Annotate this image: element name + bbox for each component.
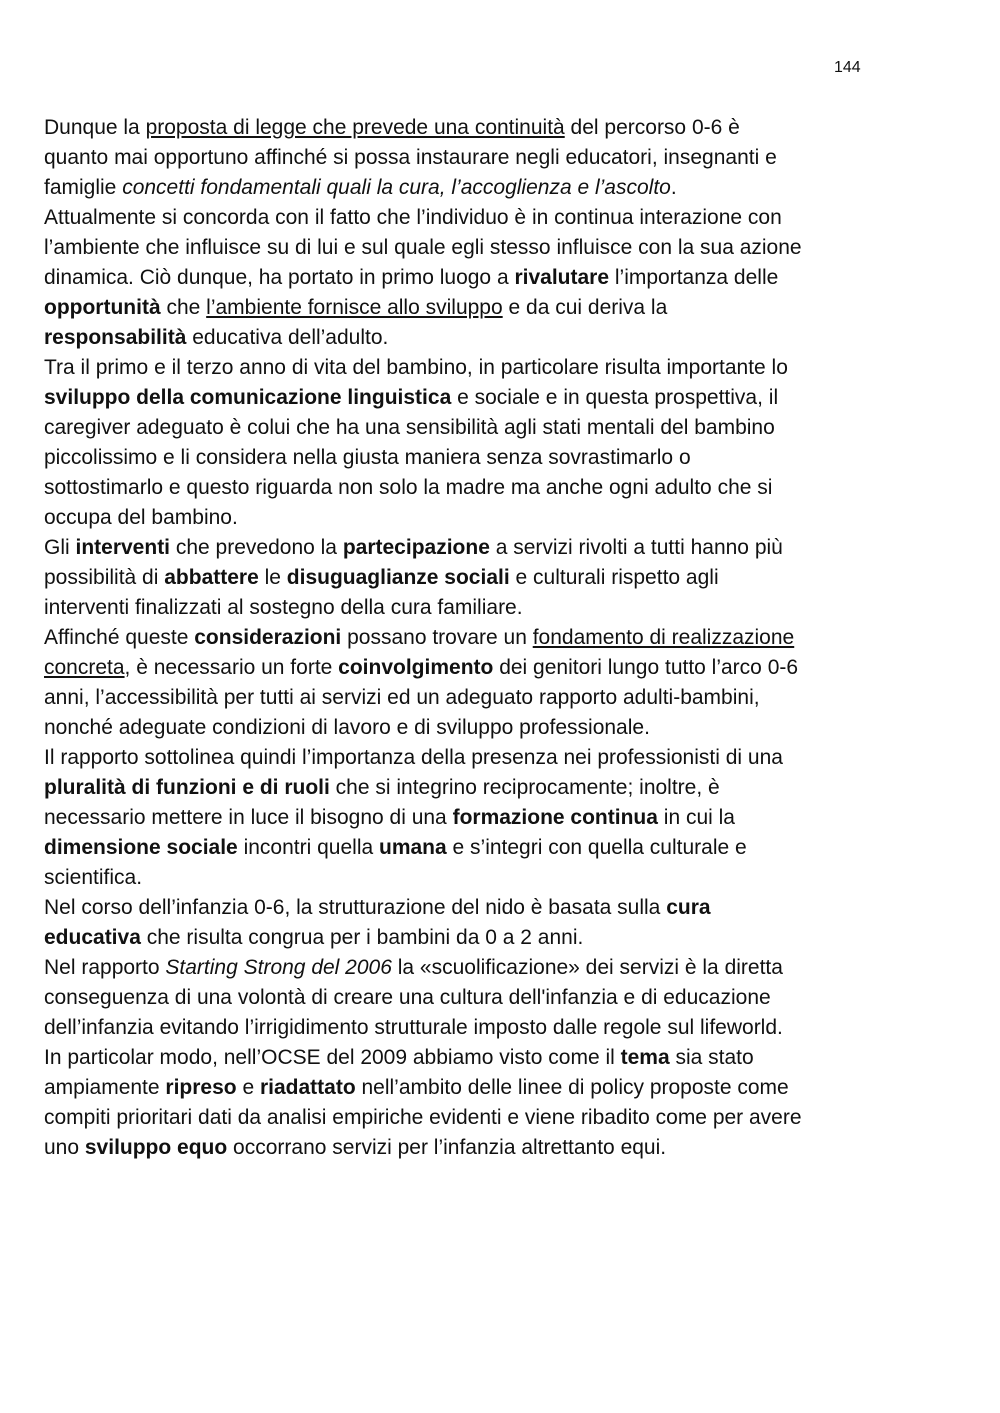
page-number: 144 xyxy=(834,59,861,76)
bold-text: sviluppo equo xyxy=(84,1136,228,1159)
bold-text: responsabilità xyxy=(44,326,187,349)
bold-text: formazione continua xyxy=(452,806,658,829)
text-segment: necessario mettere in luce il bisogno di una xyxy=(44,806,453,829)
text-line xyxy=(44,833,874,863)
bold-text: riadattato xyxy=(259,1076,356,1099)
text-segment: nonché adeguate condizioni di lavoro e di sviluppo professionale. xyxy=(44,716,650,739)
underlined-text: fondamento di realizzazione xyxy=(532,626,795,649)
text-segment: caregiver adeguato è colui che ha una sensibilità agli stati mentali del bambino xyxy=(44,416,775,439)
text-segment: Tra il primo e il terzo anno di vita del bambino, in particolare risulta importante lo xyxy=(44,356,788,379)
text-segment: sia stato xyxy=(669,1046,754,1069)
text-line xyxy=(44,1043,874,1073)
text-segment: , è necessario un forte xyxy=(124,656,339,679)
bold-text: interventi xyxy=(75,536,171,559)
bold-text: partecipazione xyxy=(342,536,490,559)
text-segment: a servizi rivolti a tutti hanno più xyxy=(489,536,783,559)
text-segment: ampiamente xyxy=(44,1076,166,1099)
text-segment: quanto mai opportuno affinché si possa instaurare negli educatori, insegnanti e xyxy=(44,146,777,169)
italic-text: concetti fondamentali quali la cura, l’accoglienza e l’ascolto xyxy=(122,176,671,199)
text-segment: le xyxy=(258,566,287,589)
text-line xyxy=(44,1013,874,1043)
text-line xyxy=(44,113,874,143)
text-line xyxy=(44,953,874,983)
text-segment: Nel corso dell’infanzia 0-6, la strutturazione del nido è basata sulla xyxy=(44,896,667,919)
text-segment: anni, l’accessibilità per tutti ai servizi ed un adeguato rapporto adulti-bambini, xyxy=(44,686,760,709)
text-segment: Gli xyxy=(44,536,76,559)
text-segment: l’importanza delle xyxy=(609,266,779,289)
text-line xyxy=(44,533,874,563)
text-segment: e xyxy=(236,1076,260,1099)
text-line xyxy=(44,653,874,683)
text-line xyxy=(44,563,874,593)
text-segment: la «scuolificazione» dei servizi è la diretta xyxy=(391,956,783,979)
text-line xyxy=(44,623,874,653)
text-segment: possano trovare un xyxy=(341,626,533,649)
text-segment: e culturali rispetto agli xyxy=(509,566,719,589)
text-line xyxy=(44,473,874,503)
text-segment: l’ambiente che influisce su di lui e sul quale egli stesso influisce con la sua azione xyxy=(44,236,802,259)
body-text xyxy=(44,113,874,1163)
bold-text: abbattere xyxy=(164,566,259,589)
text-line xyxy=(44,893,874,923)
text-line xyxy=(44,503,874,533)
text-line xyxy=(44,323,874,353)
text-segment: che xyxy=(160,296,207,319)
text-segment: educativa dell’adulto. xyxy=(186,326,389,349)
text-segment: possibilità di xyxy=(44,566,165,589)
text-line xyxy=(44,443,874,473)
text-line xyxy=(44,293,874,323)
text-line xyxy=(44,983,874,1013)
text-segment: dei genitori lungo tutto l’arco 0-6 xyxy=(493,656,799,679)
text-line xyxy=(44,203,874,233)
text-segment: scientifica. xyxy=(44,866,143,889)
text-segment: dell’infanzia evitando l’irrigidimento strutturale imposto dalle regole sul lifeworld. xyxy=(44,1016,783,1039)
text-segment: e da cui deriva la xyxy=(502,296,668,319)
text-segment: interventi finalizzati al sostegno della cura familiare. xyxy=(44,596,523,619)
bold-text: opportunità xyxy=(44,296,161,319)
text-segment: Nel rapporto xyxy=(44,956,166,979)
text-segment: che prevedono la xyxy=(170,536,343,559)
text-segment: Il rapporto sottolinea quindi l’importanza della presenza nei professionisti di una xyxy=(44,746,783,769)
text-segment: conseguenza di una volontà di creare una cultura dell'infanzia e di educazione xyxy=(44,986,771,1009)
text-line xyxy=(44,773,874,803)
text-segment: del percorso 0-6 è xyxy=(564,116,740,139)
text-segment: occorrano servizi per l’infanzia altrettanto equi. xyxy=(227,1136,667,1159)
text-segment: Affinché queste xyxy=(44,626,195,649)
text-line xyxy=(44,233,874,263)
bold-text: considerazioni xyxy=(194,626,342,649)
text-segment: famiglie xyxy=(44,176,123,199)
bold-text: cura xyxy=(666,896,711,919)
text-line xyxy=(44,1073,874,1103)
text-line xyxy=(44,263,874,293)
text-segment: Dunque la xyxy=(44,116,146,139)
text-line xyxy=(44,1103,874,1133)
bold-text: pluralità di funzioni e di ruoli xyxy=(44,776,330,799)
text-line xyxy=(44,713,874,743)
text-segment: e s’integri con quella culturale e xyxy=(446,836,747,859)
text-segment: incontri quella xyxy=(237,836,379,859)
text-segment: in cui la xyxy=(657,806,735,829)
text-line xyxy=(44,173,874,203)
text-segment: sottostimarlo e questo riguarda non solo la madre ma anche ogni adulto che si xyxy=(44,476,773,499)
text-segment: In particolar modo, nell’OCSE del 2009 abbiamo visto come il xyxy=(44,1046,621,1069)
underlined-text: concreta xyxy=(44,656,125,679)
bold-text: rivalutare xyxy=(514,266,610,289)
text-segment: compiti prioritari dati da analisi empiriche evidenti e viene ribadito come per avere xyxy=(44,1106,802,1129)
text-segment: occupa del bambino. xyxy=(44,506,238,529)
text-line xyxy=(44,593,874,623)
bold-text: coinvolgimento xyxy=(338,656,494,679)
text-segment: che si integrino reciprocamente; inoltre, è xyxy=(329,776,720,799)
bold-text: tema xyxy=(620,1046,670,1069)
text-line xyxy=(44,803,874,833)
text-segment: dinamica. Ciò dunque, ha portato in primo luogo a xyxy=(44,266,515,289)
text-segment: Attualmente si concorda con il fatto che l’individuo è in continua interazione con xyxy=(44,206,782,229)
text-line xyxy=(44,143,874,173)
underlined-text: l’ambiente fornisce allo sviluppo xyxy=(206,296,503,319)
underlined-text: proposta di legge che prevede una continuità xyxy=(145,116,565,139)
bold-text: educativa xyxy=(44,926,141,949)
text-segment: e sociale e in questa prospettiva, il xyxy=(451,386,779,409)
bold-text: umana xyxy=(379,836,447,859)
bold-text: ripreso xyxy=(165,1076,237,1099)
text-segment: uno xyxy=(44,1136,85,1159)
text-segment: piccolissimo e li considera nella giusta maniera senza sovrastimarlo o xyxy=(44,446,691,469)
text-line xyxy=(44,383,874,413)
italic-text: Starting Strong del 2006 xyxy=(165,956,392,979)
text-line xyxy=(44,353,874,383)
bold-text: dimensione sociale xyxy=(44,836,238,859)
text-segment: nell’ambito delle linee di policy proposte come xyxy=(355,1076,789,1099)
text-segment: . xyxy=(670,176,677,199)
text-line xyxy=(44,863,874,893)
text-line xyxy=(44,923,874,953)
bold-text: disuguaglianze sociali xyxy=(286,566,510,589)
text-line xyxy=(44,683,874,713)
text-line xyxy=(44,743,874,773)
text-segment: che risulta congrua per i bambini da 0 a 2 anni. xyxy=(140,926,584,949)
bold-text: sviluppo della comunicazione linguistica xyxy=(44,386,452,409)
text-line xyxy=(44,1133,874,1163)
text-line xyxy=(44,413,874,443)
